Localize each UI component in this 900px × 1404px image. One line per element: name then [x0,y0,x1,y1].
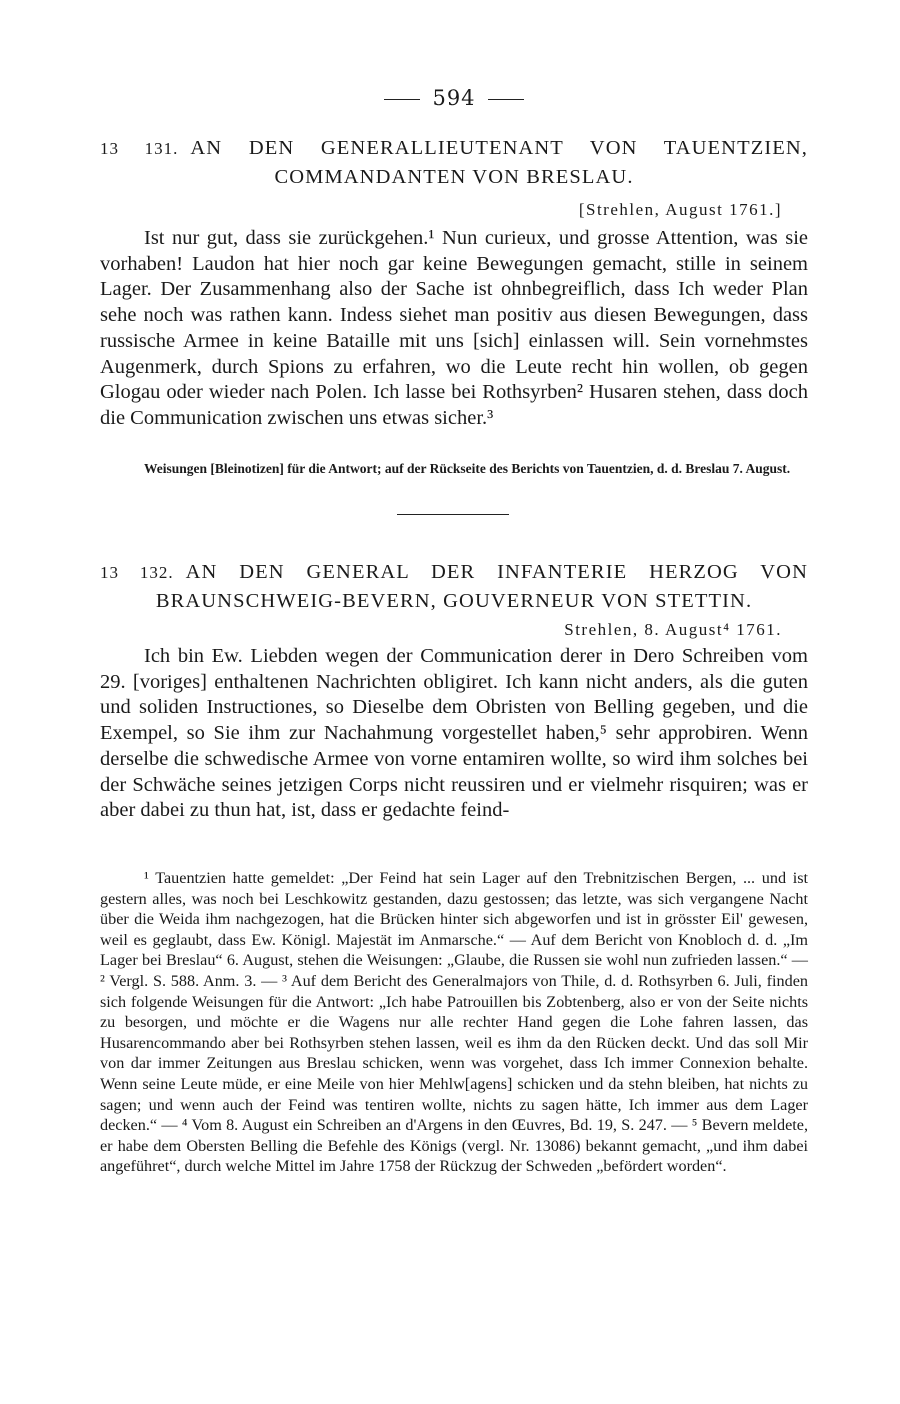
letter-1-heading-line1 [100,134,808,163]
letter-1-source-note-text: Weisungen [Bleinotizen] für die Antwort; auf der Rückseite des Berichts von Tauentzien, d. d. Breslau 7. August. [144,461,791,476]
letter-2-heading-text1: AN DEN GENERAL DER INFANTERIE HERZOG VON [185,561,808,583]
letter-2-heading [100,558,808,615]
letter-2-number: 13 132. [100,563,174,582]
letter-1-heading-text1: AN DEN GENERALLIEUTENANT VON TAUENTZIEN, [190,137,808,159]
letter-2-body [100,644,808,824]
letter-2-heading-line1 [100,558,808,587]
letter-1-heading-line2: COMMANDANTEN VON BRESLAU. [274,166,634,188]
letter-1-number: 13 131. [100,139,179,158]
letter-1-heading [100,134,808,191]
letter-2-body-paragraph: Ich bin Ew. Liebden wegen der Communication derer in Dero Schreiben vom 29. [voriges] enthaltenen Nachrichten obligiret. Ich kann nicht anders, als die guten und soliden Instructiones, so Dieselbe dem Obristen von Belling gegeben, und die Exempel, so Sie ihm zur Nachahmung vorgestellet haben,⁵ sehr approbiren. Wenn derselbe die schwedische Armee von vorne entamiren wollte, so wird ihm solches bei der Schwäche seines jetzigen Corps nicht reussiren und er vielmehr risquiren; was er aber dabei zu thun hat, ist, dass er gedachte feind- [100,645,808,822]
letter-1-dateline: [Strehlen, August 1761.] [578,200,782,219]
footnotes-text: ¹ Tauentzien hatte gemeldet: „Der Feind hat sein Lager auf den Trebnitzischen Bergen, ... und ist gestern alles, was noch bei Leschkowitz gestanden, dazu gestossen; das letzte, was sich vergangene Nacht über die Weida ihm nachgezogen, hat die Brücken hinter sich abgeworfen und ist in grösster Eil' gewesen, weil es geglaubt, dass Ew. Königl. Majestät im Anmarsche.“ — Auf dem Bericht von Knobloch d. d. „Im Lager bei Breslau“ 6. August, stehen die Weisungen: „Glaube, die Russen sie wohl nun zufrieden lassen.“ — ² Vergl. S. 588. Anm. 3. — ³ Auf dem Bericht des Generalmajors von Thile, d. d. Rothsyrben 6. Juli, finden sich folgende Weisungen für die Antwort: „Ich habe Patrouillen bis Zobtenberg, also er von der Seite nichts zu besorgen, und möchte er die Wagens nur alle rechter Hand gegen die Lohe fahren lassen, das Husarencommando aber bei Rothsyrben stehen lassen, weil es ihm da den Rücken deckt. Und das soll Mir von dar immer Zeitungen aus Breslau schicken, wenn was vorgehet, dass Ich immer Connexion behalte. Wenn seine Leute müde, er eine Meile von hier Mehlw[agens] schicken und da stehn bleiben, hat nichts zu sagen; und wenn auch der Feind was tentiren wollte, nichts zu sagen hätte, Ich immer aus dem Lager decken.“ — ⁴ Vom 8. August ein Schreiben an d'Argens in den Œuvres, Bd. 19, S. 247. — ⁵ Bevern meldete, er habe dem Obersten Belling die Befehle des Königs (vergl. Nr. 13086) bekannt gemacht, „und ihm dabei angeführet“, durch welche Mittel im Jahre 1758 der Rückzug der Schweden „befördert worden“. [100,869,808,1176]
page-number [100,86,808,110]
page-number-dash-right [488,99,524,100]
letter-1-source-note [100,460,808,477]
footnotes [100,868,808,1177]
page-number-text: 594 [432,86,476,110]
page-number-dash-left [384,99,420,100]
letter-1-body-paragraph: Ist nur gut, dass sie zurückgehen.¹ Nun curieux, und grosse Attention, was sie vorhaben! Laudon hat hier noch gar keine Bewegungen gemacht, stille in seinem Lager. Der Zusammenhang also der Sache ist ohnbegreiflich, dass Ich weder Plan sehe noch was rathen kann. Indess siehet man positiv aus diesen Bewegungen, dass russische Armee in keine Bataille mit uns [sich] einlassen will. Sein vornehmstes Augenmerk, durch Spions zu erfahren, wo die Leute recht hin wollen, ob gegen Glogau oder wieder nach Polen. Ich lasse bei Rothsyrben² Husaren stehen, dass doch die Communication zwischen uns etwas sicher.³ [100,227,808,429]
letter-2-heading-line2: BRAUNSCHWEIG-BEVERN, GOUVERNEUR VON STETTIN. [155,590,753,612]
section-divider [397,514,509,515]
letter-1-body [100,226,808,432]
letter-2-dateline: Strehlen, 8. August⁴ 1761. [564,620,782,639]
